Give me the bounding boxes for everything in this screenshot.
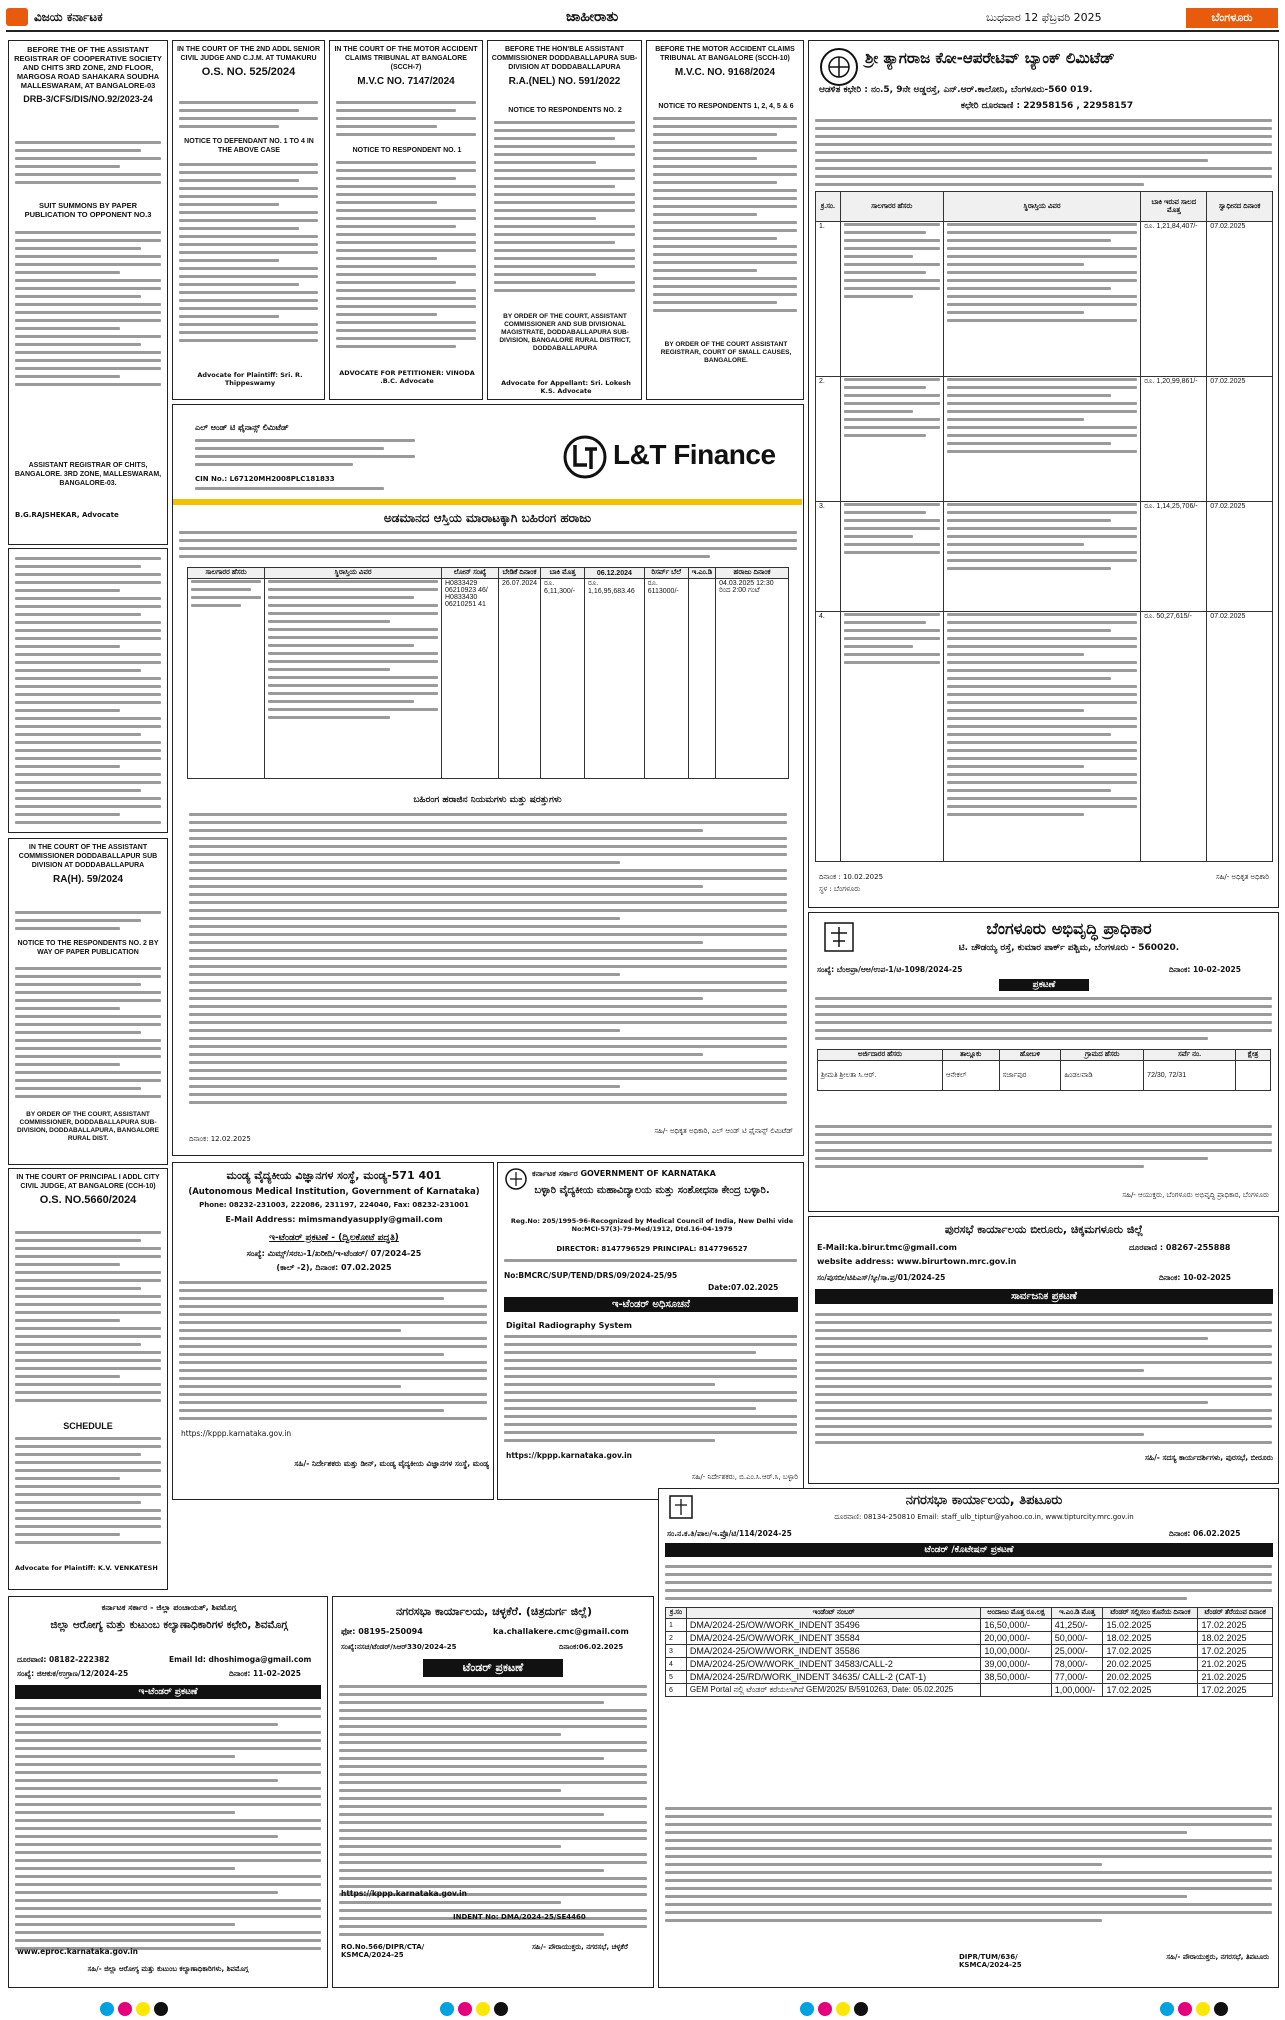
cell: 17.02.2025 xyxy=(1103,1684,1198,1697)
cell: 16,50,000/- xyxy=(981,1619,1051,1632)
tiptur-tender-label: ಟೆಂಡರ್ /ಕೊಟೇಷನ್ ಪ್ರಕಟಣೆ xyxy=(665,1543,1273,1557)
notice-title: IN THE COURT OF THE ASSISTANT COMMISSIONER DODDABALLAPUR SUB DIVISION AT DODDABALLAPURA xyxy=(18,844,158,869)
header-date: ಬುಧವಾರ 12 ಫೆಬ್ರವರಿ 2025 xyxy=(986,11,1102,24)
possession-date: 07.02.2025 xyxy=(1207,612,1273,862)
bank-footer-date: ದಿನಾಂಕ : 10.02.2025 xyxy=(819,873,884,881)
notice-heading: NOTICE TO THE RESPONDENTS NO. 2 BY WAY OF PAPER PUBLICATION xyxy=(17,940,159,956)
print-register-dot xyxy=(154,2002,168,2016)
advocate-name: B.G.RAJSHEKAR, Advocate xyxy=(15,511,119,519)
reserve-price: ರೂ. 6113000/- xyxy=(644,579,688,779)
bda-address: ಟಿ. ಚೌಡಯ್ಯ ರಸ್ತೆ, ಕುಮಾರ ಪಾರ್ಕ್ ಪಶ್ಚಿಮ, ಬೆಂಗಳೂರು - 560020. xyxy=(958,943,1180,953)
shimoga-date: ದಿನಾಂಕ: 11-02-2025 xyxy=(229,1669,301,1678)
table-row xyxy=(816,222,1273,377)
cell: 1 xyxy=(666,1619,687,1632)
column-header: ಇ.ಎಂ.ಡಿ xyxy=(688,568,715,579)
bellary-website[interactable]: https://kppp.karnataka.gov.in xyxy=(506,1451,633,1460)
demand-amount: ರೂ. 6,11,300/- xyxy=(541,579,585,779)
cell: 18.02.2025 xyxy=(1103,1632,1198,1645)
bank-loans-table xyxy=(815,191,1273,862)
column-header: ಇ.ಎಂ.ಡಿ ಮೊತ್ತ xyxy=(1051,1608,1103,1619)
column-header: ಕ್ರ.ಸಂ xyxy=(666,1608,687,1619)
print-register-dot xyxy=(136,2002,150,2016)
paper-logo xyxy=(6,8,28,26)
cell: 10,00,000/- xyxy=(981,1645,1051,1658)
lt-company-name: ಎಲ್ ಆಂಡ್ ಟಿ ಫೈನಾನ್ಸ್ ಲಿಮಿಟೆಡ್ xyxy=(195,423,289,432)
notice-kannada-col1 xyxy=(8,548,168,833)
bank-possession-notice xyxy=(808,40,1279,908)
birur-email[interactable]: E-Mail:ka.birur.tmc@gmail.com xyxy=(817,1243,957,1252)
notice-title: BEFORE THE MOTOR ACCIDENT CLAIMS TRIBUNAL AT BANGALORE (SCCH-10) xyxy=(655,46,795,62)
bda-title: ಬೆಂಗಳೂರು ಅಭಿವೃದ್ಧಿ ಪ್ರಾಧಿಕಾರ xyxy=(986,919,1152,938)
emblem-icon xyxy=(821,919,857,955)
notice-signature: ASSISTANT REGISTRAR OF CHITS, BANGALORE. 3RD ZONE, MALLESWARAM, BANGALORE-03. xyxy=(14,462,162,487)
cell: 1,00,000/- xyxy=(1051,1684,1103,1697)
print-register-dot xyxy=(800,2002,814,2016)
lt-auction-table xyxy=(187,567,789,779)
taluk: ಆನೇಕಲ್ xyxy=(942,1061,999,1091)
notice-doddaballapura-ac-591 xyxy=(487,40,642,400)
notice-coop-registrar xyxy=(8,40,168,545)
bellary-tender-label: ಇ-ಟೆಂಡರ್ ಅಧಿಸೂಚನೆ xyxy=(504,1297,798,1312)
print-register-dot xyxy=(854,2002,868,2016)
bellary-signature: ಸಹಿ/- ನಿರ್ದೇಶಕರು, ಬಿ.ಎಂ.ಸಿ.ಆರ್.ಸಿ, ಬಳ್ಳಾರಿ xyxy=(691,1473,798,1481)
cell xyxy=(981,1684,1051,1697)
cell: 78,000/- xyxy=(1051,1658,1103,1671)
shimoga-tender xyxy=(8,1596,328,1988)
header-city: ಬೆಂಗಳೂರು xyxy=(1211,11,1253,24)
tiptur-signature: ಸಹಿ/- ಪೌರಾಯುಕ್ತರು, ನಗರಸಭೆ, ತಿಪಟೂರು xyxy=(1166,1953,1269,1961)
cell: 20.02.2025 xyxy=(1103,1671,1198,1684)
lt-finance-auction-notice xyxy=(172,404,804,1156)
demand-date: 26.07.2024 xyxy=(499,579,541,779)
column-header: ಅರ್ಜಿದಾರರ ಹೆಸರು xyxy=(818,1050,943,1061)
challakere-ro: RO.No.566/DIPR/CTA/ KSMCA/2024-25 xyxy=(341,1943,425,1959)
mandya-phone: Phone: 08232-231003, 222086, 231197, 224040, Fax: 08232-231001 xyxy=(199,1201,469,1209)
notice-heading: NOTICE TO RESPONDENTS NO. 2 xyxy=(508,107,622,114)
print-register-dot xyxy=(836,2002,850,2016)
bellary-item: Digital Radiography System xyxy=(506,1321,632,1330)
bank-address: ಆಡಳಿತ ಕಛೇರಿ : ನಂ.5, 9ನೇ ಅಡ್ಡರಸ್ತೆ, ಎನ್.ಆರ್.ಕಾಲೋನಿ, ಬೆಂಗಳೂರು-560 019. xyxy=(819,85,1093,95)
case-number: O.S. NO. 525/2024 xyxy=(201,66,296,78)
print-register-dot xyxy=(1196,2002,1210,2016)
notice-mact-scch7 xyxy=(329,40,483,400)
bank-logo-icon xyxy=(819,47,859,87)
shimoga-tender-label: ಇ-ಟೆಂಡರ್ ಪ್ರಕಟಣೆ xyxy=(15,1685,321,1699)
column-header: ಸ್ವಾಧೀನದ ದಿನಾಂಕ xyxy=(1207,192,1273,222)
cell: 41,250/- xyxy=(1051,1619,1103,1632)
bank-footer-place: ಸ್ಥಳ : ಬೆಂಗಳೂರು xyxy=(819,885,861,893)
loan-amount: ರೂ. 1,20,99,861/- xyxy=(1141,377,1207,502)
loan-numbers: H0833429 06210923 46/ H0833430 06210251 41 xyxy=(442,579,499,779)
lt-notice-title: ಅಡಮಾನದ ಆಸ್ತಿಯ ಮಾರಾಟಕ್ಕಾಗಿ ಬಹಿರಂಗ ಹರಾಜು xyxy=(383,511,592,525)
cell: GEM Portal ನಲ್ಲಿ ಟೆಂಡರ್ ಕರೆಯಲಾಗಿದೆ GEM/2025/ B/5910263, Date: 05.02.2025 xyxy=(686,1684,980,1697)
print-register-dot xyxy=(118,2002,132,2016)
lt-logo-icon xyxy=(563,435,607,479)
birur-signature: ಸಹಿ/- ಸದಸ್ಯ ಕಾರ್ಯದರ್ಶಿಗಳು, ಪುರಸಭೆ, ಬೀರೂರು xyxy=(1144,1453,1273,1462)
table-row xyxy=(816,612,1273,862)
table-row xyxy=(666,1671,1273,1684)
advocate-name: ADVOCATE FOR PETITIONER: VINODA .B.C. Advocate xyxy=(339,369,475,385)
case-number: R.A.(NEL) NO. 591/2022 xyxy=(508,76,621,87)
column-header: ಟೆಂಡರ್ ಸಲ್ಲಿಸಲು ಕೊನೆಯ ದಿನಾಂಕ xyxy=(1103,1608,1198,1619)
row-number: 3. xyxy=(816,502,841,612)
shimoga-signature: ಸಹಿ/- ಜಿಲ್ಲಾ ಆರೋಗ್ಯ ಮತ್ತು ಕುಟುಂಬ ಕಲ್ಯಾಣಾಧಿಕಾರಿಗಳು, ಶಿವಮೊಗ್ಗ xyxy=(87,1965,249,1973)
column-header: ಸಾಲಗಾರರ ಹೆಸರು xyxy=(840,192,943,222)
lt-yellow-bar xyxy=(173,499,802,505)
table-row xyxy=(666,1684,1273,1697)
paper-name: ವಿಜಯ ಕರ್ನಾಟಕ xyxy=(34,10,103,24)
notice-title: IN THE COURT OF PRINCIPAL I ADDL CITY CIVIL JUDGE, AT BANGALORE (CCH-10) xyxy=(16,1174,160,1190)
notice-heading: NOTICE TO RESPONDENT NO. 1 xyxy=(352,147,462,154)
loan-amount: ರೂ. 1,14,25,706/- xyxy=(1141,502,1207,612)
column-header: ಕ್ಷೇತ್ರ xyxy=(1235,1050,1270,1061)
cell: 15.02.2025 xyxy=(1103,1619,1198,1632)
mandya-email: E-Mail Address: mimsmandyasupply@gmail.com xyxy=(225,1215,443,1224)
challakere-signature: ಸಹಿ/- ಪೌರಾಯುಕ್ತರು, ನಗರಸಭೆ, ಚಳ್ಳಕೆರೆ xyxy=(532,1943,628,1951)
cell: DMA/2024-25/OW/WORK_INDENT 35584 xyxy=(686,1632,980,1645)
lt-cin: CIN No.: L67120MH2008PLC181833 xyxy=(195,475,335,483)
cell: DMA/2024-25/OW/WORK_INDENT 35586 xyxy=(686,1645,980,1658)
notice-title: IN THE COURT OF THE MOTOR ACCIDENT CLAIMS TRIBUNAL AT BANGALORE (SCCH-7) xyxy=(334,46,478,71)
cell: 2 xyxy=(666,1632,687,1645)
advocate-name: Advocate for Plaintiff: K.V. VENKATESH xyxy=(15,1564,158,1572)
case-number: M.V.C NO. 7147/2024 xyxy=(357,76,455,87)
mandya-date: (ಕಾಲ್ -2), ದಿನಾಂಕ: 07.02.2025 xyxy=(276,1263,392,1272)
notice-signature: BY ORDER OF THE COURT ASSISTANT REGISTRAR, COURT OF SMALL CAUSES, BANGALORE. xyxy=(660,341,792,364)
bellary-reg: Reg.No: 205/1995-96-Recognized by Medical Council of India, New Delhi vide No:MCI-57(3)-79-Med/1912, Dtd.16-04-1979 xyxy=(510,1217,794,1233)
birur-title: ಪುರಸಭೆ ಕಾರ್ಯಾಲಯ ಬೀರೂರು, ಚಿಕ್ಕಮಗಳೂರು ಜಿಲ್ಲೆ xyxy=(944,1223,1144,1236)
cell: 21.02.2025 xyxy=(1198,1671,1273,1684)
challakere-tender-label: ಟೆಂಡರ್ ಪ್ರಕಟಣೆ xyxy=(423,1659,563,1677)
cell: 50,000/- xyxy=(1051,1632,1103,1645)
bda-notice xyxy=(808,912,1279,1212)
notice-heading: NOTICE TO RESPONDENTS 1, 2, 4, 5 & 6 xyxy=(658,103,794,110)
notice-signature: BY ORDER OF THE COURT, ASSISTANT COMMISSIONER AND SUB DIVISIONAL MAGISTRATE, DODDABALLAPURA SUB-DIVISION, BANGALORE RURAL DISTRICT, DODDABALLAPURA xyxy=(499,313,631,352)
bda-date: ದಿನಾಂಕ: 10-02-2025 xyxy=(1169,965,1241,974)
notice-title: BEFORE THE OF THE ASSISTANT REGISTRAR OF COOPERATIVE SOCIETY AND CHITS 3RD ZONE, 2ND FLOOR, MARGOSA ROAD SAHAKARA SOUDHA MALLESWARAM, AT BANGALORE-03 xyxy=(14,45,162,90)
notice-title: IN THE COURT OF THE 2ND ADDL SENIOR CIVIL JUDGE AND C.J.M. AT TUMAKURU xyxy=(176,46,321,62)
bda-table xyxy=(817,1049,1271,1091)
cell: 5 xyxy=(666,1671,687,1684)
cell: 3 xyxy=(666,1645,687,1658)
shimoga-title: ಜಿಲ್ಲಾ ಆರೋಗ್ಯ ಮತ್ತು ಕುಟುಂಬ ಕಲ್ಯಾಣಾಧಿಕಾರಿಗಳ ಕಛೇರಿ, ಶಿವಮೊಗ್ಗ xyxy=(50,1619,288,1631)
bellary-date: Date:07.02.2025 xyxy=(708,1283,779,1292)
column-header: ಟೆಂಡರ್ ತೆರೆಯುವ ದಿನಾಂಕ xyxy=(1198,1608,1273,1619)
loan-amount: ರೂ. 50,27,615/- xyxy=(1141,612,1207,862)
case-number: RA(H). 59/2024 xyxy=(52,874,124,885)
column-header: ತಾಲ್ಲೂಕು xyxy=(942,1050,999,1061)
bda-ref: ಸಂಖ್ಯೆ: ಬೆಂಅಪ್ರಾ/ಆಆ/ಉಪ-1/ಟಿ-1098/2024-25 xyxy=(817,965,963,974)
case-number: O.S. NO.5660/2024 xyxy=(39,1194,137,1206)
hobli: ಸರ್ಜಾಪುರ xyxy=(999,1061,1061,1091)
birur-website[interactable]: website address: www.birurtown.mrc.gov.in xyxy=(817,1257,1017,1266)
village: ಹಿಂಡಲವಾಡಿ xyxy=(1061,1061,1144,1091)
shimoga-website[interactable]: www.eproc.karnataka.gov.in xyxy=(17,1947,139,1956)
birur-phone: ದೂರವಾಣಿ : 08267-255888 xyxy=(1129,1243,1231,1252)
print-register-dot xyxy=(440,2002,454,2016)
challakere-website[interactable]: https://kppp.karnataka.gov.in xyxy=(341,1889,468,1898)
table-row xyxy=(666,1632,1273,1645)
cell: 20,00,000/- xyxy=(981,1632,1051,1645)
tiptur-ro: DIPR/TUM/636/ KSMCA/2024-25 xyxy=(959,1953,1022,1969)
table-header-row xyxy=(666,1608,1273,1619)
mandya-ref: ಸಂಖ್ಯೆ: ಮಿಮ್ಸ್/ಸರಬ-1/ಖರೀದಿ/ಇ-ಟೆಂಡರ್/ 07/2024-25 xyxy=(246,1249,422,1258)
mandya-tender xyxy=(172,1162,494,1500)
bank-phone: ಕಛೇರಿ ದೂರವಾಣಿ : 22958156 , 22958157 xyxy=(960,101,1134,111)
print-register-dot xyxy=(458,2002,472,2016)
cell: 21.02.2025 xyxy=(1198,1658,1273,1671)
lt-brand: L&T Finance xyxy=(613,439,776,470)
tiptur-title: ನಗರಸಭಾ ಕಾರ್ಯಾಲಯ, ತಿಪಟೂರು xyxy=(905,1493,1063,1508)
shimoga-phone: ದೂರವಾಣಿ: 08182-222382 xyxy=(17,1655,110,1664)
column-header: ಬಾಕಿ ಮೊತ್ತ xyxy=(541,568,585,579)
column-header: ಸಾಲಗಾರರ ಹೆಸರು xyxy=(188,568,265,579)
case-number: M.V.C. NO. 9168/2024 xyxy=(674,67,776,78)
challakere-email[interactable]: ka.challakere.cmc@gmail.com xyxy=(493,1627,629,1636)
print-register-dot xyxy=(100,2002,114,2016)
case-number: DRB-3/CFS/DIS/NO.92/2023-24 xyxy=(23,94,153,104)
emblem-icon xyxy=(667,1493,695,1521)
tiptur-table xyxy=(665,1607,1273,1697)
possession-date: 07.02.2025 xyxy=(1207,222,1273,377)
notice-heading: SCHEDULE xyxy=(63,1421,113,1431)
page-header xyxy=(6,6,1279,32)
table-row xyxy=(666,1645,1273,1658)
shimoga-gov: ಕರ್ನಾಟಕ ಸರ್ಕಾರ - ಜಿಲ್ಲಾ ಪಂಚಾಯತ್, ಶಿವಮೊಗ್ಗ xyxy=(101,1603,237,1612)
challakere-phone: ಫೋ: 08195-250094 xyxy=(341,1627,423,1636)
mandya-subtitle: (Autonomous Medical Institution, Government of Karnataka) xyxy=(188,1187,480,1197)
cell: 17.02.2025 xyxy=(1198,1645,1273,1658)
notice-mact-scch10 xyxy=(646,40,804,400)
cell: 38,50,000/- xyxy=(981,1671,1051,1684)
column-header: ಇಂಡೆಂಟ್ ನಂಬರ್ xyxy=(686,1608,980,1619)
row-number: 4. xyxy=(816,612,841,862)
tiptur-contact: ದೂರವಾಣಿ: 08134-250810 Email: staff_ulb_tiptur@yahoo.co.in, www.tipturcity.mrc.gov.in xyxy=(834,1513,1134,1521)
column-header: ಸರ್ವೆ ನಂ. xyxy=(1144,1050,1236,1061)
notice-heading: SUIT SUMMONS BY PAPER PUBLICATION TO OPPONENT NO.3 xyxy=(24,201,152,219)
possession-date: 07.02.2025 xyxy=(1207,377,1273,502)
cell: 18.02.2025 xyxy=(1198,1632,1273,1645)
print-register-dot xyxy=(1160,2002,1174,2016)
notice-doddaballapur-ac xyxy=(8,838,168,1165)
bellary-title: ಬಳ್ಳಾರಿ ವೈದ್ಯಕೀಯ ಮಹಾವಿದ್ಯಾಲಯ ಮತ್ತು ಸಂಶೋಧನಾ ಕೇಂದ್ರ ಬಳ್ಳಾರಿ. xyxy=(534,1185,770,1196)
due-amount: ರೂ. 1,16,95,683.46 xyxy=(585,579,645,779)
column-header: ಹರಾಜು ದಿನಾಂಕ xyxy=(716,568,789,579)
cell: 17.02.2025 xyxy=(1198,1619,1273,1632)
notice-tumakuru-court xyxy=(172,40,325,400)
column-header: ಗ್ರಾಮದ ಹೆಸರು xyxy=(1061,1050,1144,1061)
table-row xyxy=(666,1619,1273,1632)
shimoga-email[interactable]: Email Id: dhoshimoga@gmail.com xyxy=(169,1655,312,1664)
print-register-dot xyxy=(1214,2002,1228,2016)
table-row xyxy=(818,1061,1271,1091)
birur-notice-label: ಸಾರ್ವಜನಿಕ ಪ್ರಕಟಣೆ xyxy=(815,1289,1273,1304)
cell: 25,000/- xyxy=(1051,1645,1103,1658)
tiptur-ref: ಸಂ.ನ.ಕ.ತಿ/ಪಾಲ/ಇ.ಪ್ರೊ/ಟಿ/114/2024-25 xyxy=(667,1529,792,1538)
bellary-tender xyxy=(497,1162,804,1500)
notice-signature: BY ORDER OF THE COURT, ASSISTANT COMMISSIONER, DODDABALLAPURA SUB-DIVISION, DODDABALLAPURA, BANGALORE RURAL DIST. xyxy=(17,1111,159,1142)
shimoga-ref: ಸಂಖ್ಯೆ: ಜಿಆಕುಕ/ಉಗ್ರಾಣ/12/2024-25 xyxy=(17,1669,129,1678)
cell: 77,000/- xyxy=(1051,1671,1103,1684)
mandya-tender-label: ಇ-ಟೆಂಡರ್ ಪ್ರಕಟಣೆ - (ದ್ವಿಲಕೋಟೆ ಪದ್ಧತಿ) xyxy=(269,1233,399,1243)
table-row xyxy=(188,579,789,779)
column-header: ಕ್ರ.ಸಂ. xyxy=(816,192,841,222)
column-header: ಸ್ಥಿರಾಸ್ತಿಯ ವಿವರ xyxy=(943,192,1141,222)
survey-number: 72/30, 72/31 xyxy=(1144,1061,1236,1091)
mandya-website[interactable]: https://kppp.karnataka.gov.in xyxy=(181,1429,292,1438)
bellary-director: DIRECTOR: 8147796529 PRINCIPAL: 8147796527 xyxy=(556,1245,748,1253)
cell: 17.02.2025 xyxy=(1198,1684,1273,1697)
column-header: ಲೋನ್ ಸಂಖ್ಯೆ xyxy=(442,568,499,579)
cell: 4 xyxy=(666,1658,687,1671)
birur-ref: ಸಂ/ಪುಸಬೀ/ಟಿಪಿಎಸ್/ಸ್ಕೀ/ಸಾ.ಪ್ರ/01/2024-25 xyxy=(817,1273,946,1282)
row-number: 2. xyxy=(816,377,841,502)
cell: 39,00,000/- xyxy=(981,1658,1051,1671)
notice-city-civil-court xyxy=(8,1168,168,1590)
possession-date: 07.02.2025 xyxy=(1207,502,1273,612)
column-header: ಅಂದಾಜು ಮೊತ್ತ ರೂ.ಲಕ್ಷ xyxy=(981,1608,1051,1619)
cell: DMA/2024-25/OW/WORK_INDENT 34583/CALL-2 xyxy=(686,1658,980,1671)
challakere-title: ನಗರಸಭಾ ಕಾರ್ಯಾಲಯ, ಚಳ್ಳಕೆರೆ. (ಚಿತ್ರದುರ್ಗ ಜಿಲ್ಲೆ) xyxy=(396,1605,592,1618)
advocate-name: Advocate for Appellant: Sri. Lokesh K.S. Advocate xyxy=(501,379,631,395)
cell: DMA/2024-25/RD/WORK_INDENT 34635/ CALL-2 (CAT-1) xyxy=(686,1671,980,1684)
bellary-gov: ಕರ್ನಾಟಕ ಸರ್ಕಾರ GOVERNMENT OF KARNATAKA xyxy=(532,1169,716,1178)
print-register-dot xyxy=(1178,2002,1192,2016)
column-header: 06.12.2024 xyxy=(585,568,645,579)
print-register-dot xyxy=(476,2002,490,2016)
tiptur-tender xyxy=(658,1488,1279,1988)
birur-date: ದಿನಾಂಕ: 10-02-2025 xyxy=(1159,1273,1231,1282)
column-header: ರಿಸರ್ವ್ ಬೆಲೆ xyxy=(644,568,688,579)
bda-notice-label: ಪ್ರಕಟಣೆ xyxy=(999,979,1089,991)
challakere-tender xyxy=(332,1596,654,1988)
bellary-ref: No:BMCRC/SUP/TEND/DRS/09/2024-25/95 xyxy=(504,1271,678,1280)
challakere-date: ದಿನಾಂಕ:06.02.2025 xyxy=(559,1643,624,1651)
column-header: ಸ್ಥಿರಾಸ್ತಿಯ ವಿವರ xyxy=(265,568,442,579)
lt-terms-title: ಬಹಿರಂಗ ಹರಾಜಿನ ನಿಯಮಗಳು ಮತ್ತು ಷರತ್ತುಗಳು xyxy=(413,795,562,805)
table-header-row xyxy=(816,192,1273,222)
section-title: ಜಾಹೀರಾತು xyxy=(566,9,619,25)
print-register-dot xyxy=(818,2002,832,2016)
lt-notice-date: ದಿನಾಂಕ: 12.02.2025 xyxy=(189,1135,251,1143)
table-row xyxy=(816,377,1273,502)
extent xyxy=(1235,1061,1270,1091)
lt-signature: ಸಹಿ/- ಅಧಿಕೃತ ಅಧಿಕಾರಿ, ಎಲ್ ಆಂಡ್ ಟಿ ಫೈನಾನ್ಸ್ ಲಿಮಿಟೆಡ್ xyxy=(654,1127,793,1135)
cell: 20.02.2025 xyxy=(1103,1658,1198,1671)
loan-amount: ರೂ. 1,21,84,407/- xyxy=(1141,222,1207,377)
mandya-signature: ಸಹಿ/- ನಿರ್ದೇಶಕರು ಮತ್ತು ಡೀನ್, ಮಂಡ್ಯ ವೈದ್ಯಕೀಯ ವಿಜ್ಞಾನಗಳ ಸಂಸ್ಥೆ, ಮಂಡ್ಯ xyxy=(294,1459,489,1468)
header-city-badge xyxy=(1186,8,1278,28)
mandya-title: ಮಂಡ್ಯ ವೈದ್ಯಕೀಯ ವಿಜ್ಞಾನಗಳ ಸಂಸ್ಥೆ, ಮಂಡ್ಯ-571 401 xyxy=(226,1169,442,1182)
advocate-name: Advocate for Plaintiff: Sri. R. Thippeswamy xyxy=(197,371,303,387)
cell: DMA/2024-25/OW/WORK_INDENT 35496 xyxy=(686,1619,980,1632)
notice-heading: NOTICE TO DEFENDANT NO. 1 TO 4 IN THE ABOVE CASE xyxy=(184,138,314,154)
print-register-dot xyxy=(494,2002,508,2016)
notice-title: BEFORE THE HON'BLE ASSISTANT COMMISSIONER DODDABALLAPURA SUB-DIVISION AT DODDABALLAPURA xyxy=(491,46,638,71)
table-row xyxy=(666,1658,1273,1671)
column-header: ಬಾಕಿ ಇರುವ ಸಾಲದ ಮೊತ್ತ xyxy=(1141,192,1207,222)
bank-signature: ಸಹಿ/- ಅಧಿಕೃತ ಅಧಿಕಾರಿ xyxy=(1215,873,1269,881)
challakere-ref: ಸಂಖ್ಯೆ:ನಸಚ/ಟೆಂಡರ್/ಸಿಆರ್330/2024-25 xyxy=(341,1643,457,1651)
table-row xyxy=(816,502,1273,612)
auction-date: 04.03.2025 12:30 ರಿಂದ 2:00 ಗಂಟೆ xyxy=(716,579,789,779)
row-number: 1. xyxy=(816,222,841,377)
applicant-name: ಶ್ರೀಮತಿ ಶ್ರೀಲತಾ ಸಿ.ಆರ್. xyxy=(818,1061,943,1091)
bda-signature: ಸಹಿ/- ಆಯುಕ್ತರು, ಬೆಂಗಳೂರು ಅಭಿವೃದ್ಧಿ ಪ್ರಾಧಿಕಾರ, ಬೆಂಗಳೂರು xyxy=(1122,1191,1269,1199)
column-header: ಹೋಬಳಿ xyxy=(999,1050,1061,1061)
cell: 17.02.2025 xyxy=(1103,1645,1198,1658)
table-header-row xyxy=(188,568,789,579)
lt-logo xyxy=(563,435,793,479)
table-header-row xyxy=(818,1050,1271,1061)
challakere-indent: INDENT No: DMA/2024-25/SE4460 xyxy=(453,1913,586,1921)
birur-notice xyxy=(808,1216,1279,1484)
bank-name: ಶ್ರೀ ತ್ಯಾಗರಾಜ ಕೋ-ಆಪರೇಟಿವ್ ಬ್ಯಾಂಕ್ ಲಿಮಿಟೆಡ್ xyxy=(865,49,1115,67)
cell: 6 xyxy=(666,1684,687,1697)
tiptur-date: ದಿನಾಂಕ: 06.02.2025 xyxy=(1169,1529,1241,1538)
column-header: ಬೇಡಿಕೆ ದಿನಾಂಕ xyxy=(499,568,541,579)
